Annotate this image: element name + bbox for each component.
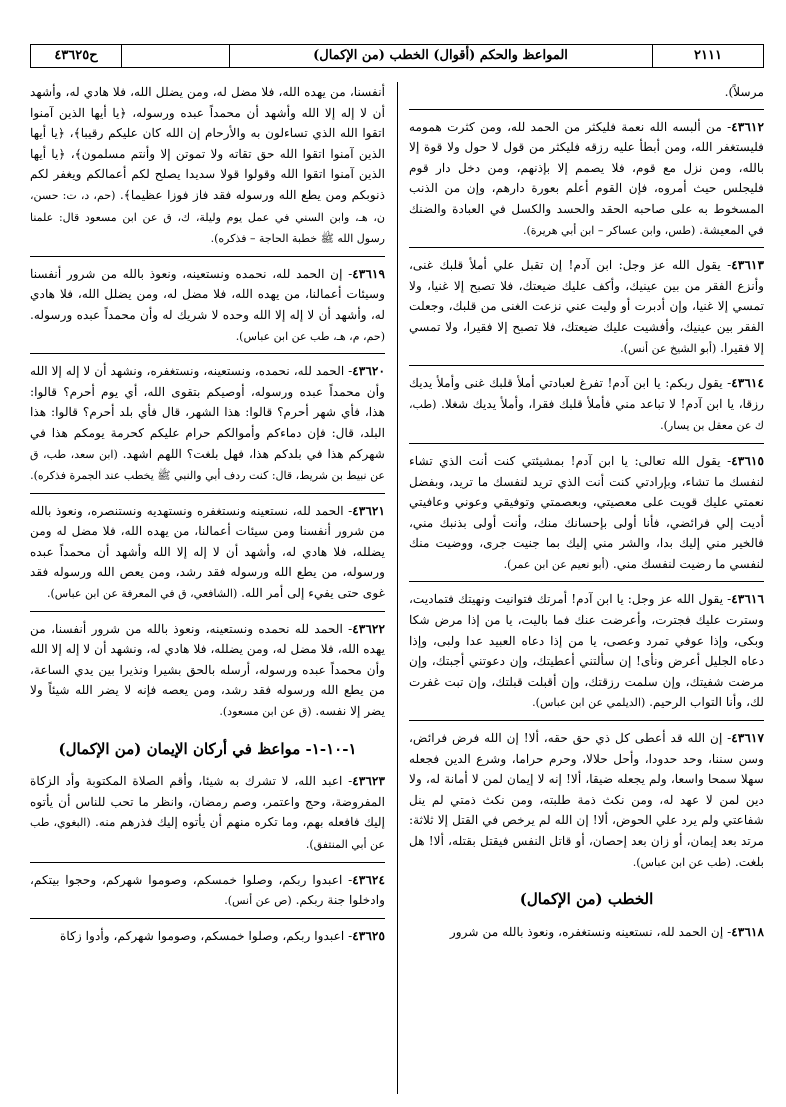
hadith-number: ٤٣٦١٩: [352, 266, 385, 281]
hadith-source: (الديلمي عن ابن عباس).: [532, 696, 646, 710]
hadith-text: - الحمد لله، نستعينه ونستغفره ونستهديه ونستنصره، ونعوذ بالله من شرور أنفسنا ومن سيئات أعمالنا، من يهده الله، فلا مضل له ومن يضلله، فلا هادي له، وأشهد أن لا إله إلا الله وأشهد أن محمداً عبده ورسوله، من يطع الله ورسوله فقد رشد، ومن يعص الله ورسوله فقد غوى حتى يفيء إلى أمر الله.: [30, 503, 385, 601]
hadith-entry: [409, 373, 764, 444]
hadith-entry: [409, 589, 764, 721]
page-number: ٢١١١: [652, 45, 763, 67]
hadith-source: (طب عن ابن عباس).: [632, 855, 731, 869]
continuation: [30, 82, 385, 257]
hadith-number: ٤٣٦١٦: [731, 592, 764, 607]
hadith-text: - اعبد الله، لا تشرك به شيئا، وأقم الصلاة المكتوبة وأد الزكاة المفروضة، وحج واعتمر، وصم رمضان، وانظر ما تحب للناس أن يأتوه إليك فافعله بهم، وما تكره منهم أن يأتوه إليك فذرهم منه.: [30, 774, 385, 830]
hadith-number: ٤٣٦٢٥: [352, 928, 385, 943]
hadith-entry: [30, 361, 385, 494]
hadith-number: ٤٣٦٢٠: [352, 364, 385, 379]
hadith-number: ٤٣٦١٥: [731, 453, 764, 468]
hadith-entry: [30, 870, 385, 919]
section-heading: ١-١٠-١- مواعظ في أركان الإيمان (من الإكمال): [58, 739, 357, 758]
hadith-number: ٤٣٦١٤: [731, 376, 764, 391]
hadith-source: (طس، وابن عساكر – ابن أبي هريرة).: [523, 223, 696, 237]
right-column: [409, 82, 764, 1094]
hadith-number: ٤٣٦٢١: [352, 503, 385, 518]
running-header: [30, 44, 764, 68]
hadith-entry: [30, 771, 385, 862]
hadith-number: ٤٣٦٢٣: [352, 774, 385, 789]
hadith-source: (ابن سعد، طب، ق عن نبيط بن شريط، قال: كنت ردف أبي والنبي ﷺ يخطب عند الجمرة فذكره).: [30, 447, 385, 483]
hadith-number: ٤٣٦٢٤: [352, 872, 385, 887]
hadith-entry: [409, 728, 764, 879]
hadith-text: - يقول الله عز وجل: يا ابن آدم! أمرتك فتوانيت ونهيتك فتماديت، وسترت عليك فجترت، وأعرضت عنك فما باليت، يا من إذا مرض شكا وبكى، وإذا عوفي تمرد وعصى، يا من إذا دعاه العبيد عدا ولبى، وإذا دعاه الجليل أعرض ونأى! إن سألتني أعطيتك، وإن دعوتني أجبتك، وإن مرضت شفيتك، وإن سلمت رزقتك، وإن أقبلت قبلتك، وإن تبت غفرت لك، وأنا التواب الرحيم.: [409, 592, 764, 710]
hadith-source: (البغوي، طب عن أبي المنتفق).: [30, 816, 385, 851]
hadith-text: - يقول ربكم: يا ابن آدم! تفرغ لعبادتي أملأ قلبك غنى وأملأ يديك رزقا، يا ابن آدم! لا تباعد مني فأملأ قلبك فقرا، وأملأ يديك شغلا.: [409, 376, 764, 411]
hadith-source: (حم، م، هـ، طب عن ابن عباس).: [235, 329, 385, 343]
hadith-text: - إن الحمد لله، نحمده ونستعينه، ونعوذ بالله من شرور أنفسنا وسيئات أعمالنا، من يهده الله، فلا مضل له، ومن يضلل الله، فلا هادي له، وأشهد أن لا إله إلا الله وحده لا شريك له وأن محمداً عبده ورسوله.: [30, 266, 385, 322]
hadith-number: ٤٣٦١٨: [731, 924, 764, 939]
hadith-source: (طب، ك عن معقل بن يسار).: [409, 397, 764, 433]
hadith-entry: [409, 117, 764, 249]
hadith-entry: [409, 255, 764, 366]
hadith-entry: [30, 264, 385, 354]
header-title: المواعظ والحكم (أقوال) الخطب (من الإكمال): [313, 48, 568, 63]
section-heading: الخطب (من الإكمال): [519, 890, 654, 909]
hadith-source: (حم، د، ت: حسن، ن، هـ، وابن السني في عمل يوم وليلة، ك، ق عن ابن مسعود قال: علمنا رسول الله ﷺ خطبة الحاجة – فذكره).: [30, 188, 385, 246]
hadith-text: - اعبدوا ربكم، وصلوا خمسكم، وصوموا شهركم، وحجوا بيتكم، وادخلوا جنة ربكم.: [30, 872, 385, 908]
hadith-entry: [30, 501, 385, 612]
hadith-source: (الشافعي، ق في المعرفة عن ابن عباس).: [47, 587, 238, 601]
hadith-source: (ص عن أنس).: [224, 894, 292, 908]
hadith-source: (ق عن ابن مسعود).: [219, 705, 312, 719]
hadith-entry: [30, 926, 385, 953]
hadith-number: ٤٣٦١٢: [731, 119, 764, 134]
header-spacer: [121, 45, 230, 67]
left-column: [30, 82, 385, 1094]
column-divider: [397, 82, 398, 1094]
hadith-text: - يقول الله تعالى: يا ابن آدم! بمشيئتي كنت أنت الذي تشاء لنفسك ما تشاء، وبإرادتي كنت أنت الذي تريد لنفسك ما تريد، وبفضل نعمتي عليك قويت على معصيتي، وبعصمتي وتوفيقي وعوني وعافيتي أديت إلي فرائضي، فأنا أولى بإحسانك منك، وأنت أولى بذنبك مني، فالخير مني إليك بدا، والشر مني إليك بما جنيت جرى، ووضيت منك لنفسي ما رضيت لنفسك مني.: [409, 453, 764, 571]
page: [30, 44, 764, 1094]
hadith-text: - من ألبسه الله نعمة فليكثر من الحمد لله، ومن كثرت همومه فليستغفر الله، ومن أبطأ عليه رزقه فليكثر من قول لا حول ولا قوة إلا بالله، ومن نزل مع قوم، فلا يصمم إلا بإذنهم، ومن دخل دار قوم فليجلس حيث أمروه، فإن القوم أعلم بعورة دارهم، وإن من الذنب المسخوط به على صاحبه الحقد والحسد والكسل في العبادة والضنك في المعيشة.: [409, 119, 764, 237]
hadith-text: - إن الحمد لله، نستعينه ونستغفره، ونعوذ بالله من شرور: [449, 924, 732, 939]
hadith-entry: [30, 619, 385, 729]
hadith-text: - الحمد لله نحمده ونستعينه، ونعوذ بالله من شرور أنفسنا، من يهده الله، فلا مضل له، ومن يضلله، فلا هادي له، ونشهد أن لا إله إلا الله وأن محمداً عبده ورسوله، أرسله بالحق بشيرا ونذيرا بين يدي الساعة، من يطع الله ورسوله فقد رشد، ومن يعصه فإنه لا يضر الله شيئاً ولا يضر إلا نفسه.: [30, 621, 385, 719]
hadith-entry: [409, 451, 764, 583]
hadith-number: ٤٣٦١٣: [731, 258, 764, 273]
hadith-text: - الحمد لله، نحمده، ونستعينه، ونستغفره، ونشهد أن لا إله إلا الله وأن محمداً عبده ورسوله، أوصيكم بتقوى الله، أي يوم أحرم؟ قالوا: هذا، فأي شهر أحرم؟ قالوا: هذا الشهر، قال فأي بلد أحرم؟ قالوا: هذا البلد، قال: فإن دماءكم وأموالكم حرام عليكم كحرمة يومكم هذا في شهركم هذا في بلدكم هذا، فهل بلغت؟ اللهم اشهد.: [30, 364, 385, 461]
continuation-text: أنفسنا، من يهده الله، فلا مضل له، ومن يضلل الله، فلا هادي له، وأشهد أن لا إله إلا الله وأشهد أن محمداً عبده ورسوله، ﴿يا أيها الذين آمنوا اتقوا الله الذي تساءلون به والأرحام إن الله كان عليكم رقيبا﴾، ﴿يا أيها الذين آمنوا اتقوا الله حق تقاته ولا تموتن إلا وأنتم مسلمون﴾، ﴿يا أيها الذين آمنوا اتقوا الله وقولوا قولا سديدا يصلح لكم أعمالكم ويغفر لكم ذنوبكم ومن يطع الله ورسوله فقد فاز فوزا عظيما﴾.: [30, 85, 385, 202]
hadith-number: ٤٣٦١٧: [731, 731, 764, 746]
continuation: [409, 82, 764, 110]
hadith-entry: [409, 922, 764, 949]
continuation-text: مرسلاً).: [724, 85, 764, 99]
hadith-number: ٤٣٦٢٢: [352, 621, 385, 636]
hadith-source: (أبو الشيخ عن أنس).: [620, 341, 717, 355]
hadith-range-code: ح٤٣٦٢٥: [31, 45, 122, 67]
hadith-text: - يقول الله عز وجل: ابن آدم! إن تقبل علي أملأ قلبك غنى، وأنزع الفقر من بين عينيك، وأكف عليك ضيعتك، فلا تصبح إلا غنيا، ولا تمسي إلا غنيا، وإن أدبرت أو وليت عني نزعت الغنى من قلبك، وجعلت الفقر بين عينيك، وأفشيت عليك ضيعتك، فلا تصبح إلا فقيرا، ولا تمسي إلا فقيرا.: [409, 258, 764, 355]
hadith-source: (أبو نعيم عن ابن عمر).: [503, 557, 609, 571]
hadith-text: - إن الله قد أعطى كل ذي حق حقه، ألا! إن الله فرض فرائض، وسن سننا، وحد حدودا، وأحل حلالا، وحرم حراما، وشرع الدين فجعله سهلا سمحا واسعا، ولم يجعله ضيقا، ألا! إنه لا إيمان لمن لا أمانة له، ولا دين لمن لا عهد له، ومن نكث ذمة طلبته، ومن نكث ذمتي لم ينل شفاعتي ولم يرد علي الحوض، ألا! إن الله لم يرخص في القتل إلا ثلاثة: مرتد بعد إيمان، أو زان بعد إحصان، أو قاتل النفس فيقتل بقتله، ألا! هل بلغت.: [409, 731, 764, 869]
hadith-text: - اعبدوا ربكم، وصلوا خمسكم، وصوموا شهركم، وأدوا زكاة: [60, 928, 353, 943]
